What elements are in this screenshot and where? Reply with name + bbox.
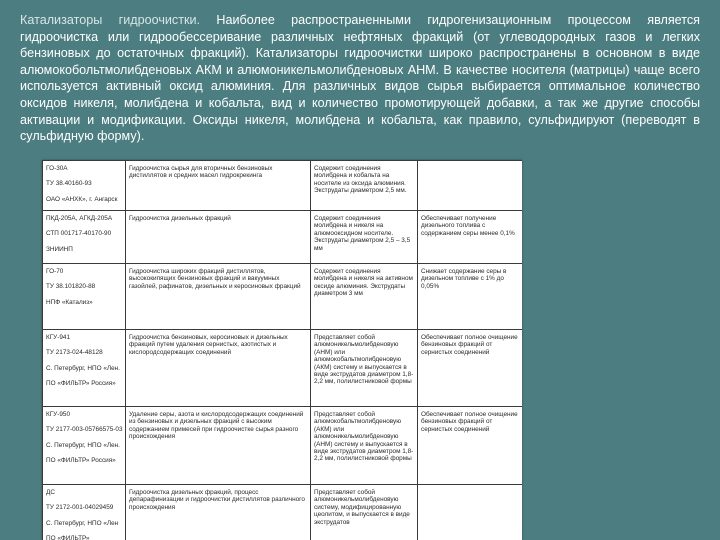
cell-composition: Представляет собой алюмоникельмолибденовую (АНМ) или алюмокобальтмолибденовую (АКМ) систему и выпускается в виде экструдатов диаметром 1,8-2,2 мм, полилистниковой формы — [311, 330, 418, 407]
cell-effect: Обеспечивает полное очищение бензиновых фракций от сернистых соединений — [418, 330, 523, 407]
cell-effect: Обеспечивает полное очищение бензиновых фракций от сернистых соединений — [418, 407, 523, 485]
table-row — [43, 264, 523, 330]
cell-purpose: Гидроочистка бензиновых, керосиновых и дизельных фракций путем удаления сернистых, азотистых и кислородсодержащих соединений — [126, 330, 311, 407]
cell-composition: Содержит соединения молибдена и кобальта на носителе из оксида алюминия. Экструдаты диаметром 2,5 мм. — [311, 161, 418, 211]
cell-name — [43, 407, 126, 485]
cell-purpose: Гидроочистка широких фракций дистиллятов, высококипящих бензиновых фракций и вакуумных газойлей, рафинатов, дизельных и керосиновых фракций — [126, 264, 311, 330]
cell-composition: Представляет собой алюмоникельмолибденовую систему, модифицированную цеолитом, и выпускается в виде экструдатов — [311, 485, 418, 540]
table-row — [43, 330, 523, 407]
cell-composition: Представляет собой алюмокобальтмолибденовую (АКМ) или алюмоникельмолибденовую (АНМ) систему и выпускается в виде экструдатов диаметром 1,8-2,2 мм, полилистниковой формы — [311, 407, 418, 485]
cell-line: С. Петербург, НПО «Лен. — [46, 441, 120, 449]
table-row — [43, 161, 523, 211]
cell-line: ПКД-205А, АГКД-205А — [46, 215, 113, 222]
cell-composition: Содержит соединения молибдена и никеля на активном оксиде алюминия. Экструдаты диаметром 3 мм — [311, 264, 418, 330]
cell-line: ПО «ФИЛЬТР» — [46, 535, 90, 540]
cell-name — [43, 161, 126, 211]
cell-line: С. Петербург, НПО «Лен. — [46, 364, 120, 372]
table-row — [43, 407, 523, 485]
cell-purpose: Удаление серы, азота и кислородсодержащих соединений из бензиновых и дизельных фракций с высоким содержанием примесей при гидроочистке сырья разного происхождения — [126, 407, 311, 485]
cell-line: ОАО «АНХК», г. Ангарск — [46, 195, 118, 203]
cell-purpose: Гидроочистка сырья для вторичных бензиновых дистиллятов и средних масел гидрокрекинга — [126, 161, 311, 211]
cell-line: ДС — [46, 489, 55, 496]
table-row — [43, 485, 523, 540]
catalyst-table — [42, 160, 522, 540]
intro-lead: Катализаторы гидроочистки. — [20, 13, 201, 27]
cell-line: ТУ 2172-001-04029459 — [46, 504, 114, 512]
cell-line: ТУ 2177-003-05766575-03 — [46, 426, 123, 434]
cell-effect: Обеспечивает получение дизельного топлива с содержанием серы менее 0,1% — [418, 211, 523, 264]
cell-line: ПО «ФИЛЬТР» Россия» — [46, 457, 116, 465]
catalyst-table-image — [42, 160, 522, 540]
intro-paragraph — [20, 12, 700, 145]
cell-line: ГО-30А — [46, 165, 68, 172]
cell-line: СТП 001717-40170-90 — [46, 230, 112, 238]
cell-line: ТУ 38.101820-88 — [46, 283, 96, 291]
cell-effect: Снижает содержание серы в дизельном топливе с 1% до 0,05% — [418, 264, 523, 330]
cell-name — [43, 264, 126, 330]
cell-composition: Содержит соединения молибдена и никеля на алюмооксидном носителе. Экструдаты диаметром 2,5 – 3,5 мм — [311, 211, 418, 264]
cell-name — [43, 330, 126, 407]
cell-name — [43, 211, 126, 264]
cell-purpose: Гидроочистка дизельных фракций — [126, 211, 311, 264]
cell-line: НПФ «Катализ» — [46, 298, 93, 306]
cell-purpose: Гидроочистка дизельных фракций, процесс депарафинизации и гидроочистки дистиллятов различного происхождения — [126, 485, 311, 540]
cell-line: КГУ-950 — [46, 411, 71, 418]
cell-name — [43, 485, 126, 540]
cell-effect — [418, 485, 523, 540]
cell-line: ЗНИИНП — [46, 245, 73, 253]
cell-effect — [418, 161, 523, 211]
cell-line: ТУ 2173-024-48128 — [46, 349, 103, 357]
cell-line: ТУ 38.40160-93 — [46, 180, 92, 188]
table-row — [43, 211, 523, 264]
cell-line: КГУ-941 — [46, 334, 71, 341]
cell-line: С. Петербург, НПО «Лен — [46, 519, 119, 527]
cell-line: ПО «ФИЛЬТР» Россия» — [46, 380, 116, 388]
intro-body: Наиболее распространенными гидрогенизационным процессом является гидроочистка или гидрообессеривание различных нефтяных фракций (от углеводородных газов и легких бензиновых до остаточных фракций). Катализаторы гидроочистки широко распространены в основном в виде алюмокобольтмолибденовых АКМ и алюмоникельмолибденовых АНМ. В качестве носителя (матрицы) чаще всего используется активный оксид алюминия. Для различных видов сырья выбирается оптимальное количество оксидов никеля, молибдена и кобальта, вид и количество промотирующей добавки, а так же другие способы активации и модификации. Оксиды никеля, молибдена и кобальта, как правило, сульфидируют (переводят в сульфидную форму). — [20, 13, 700, 144]
cell-line: ГО-70 — [46, 268, 64, 275]
